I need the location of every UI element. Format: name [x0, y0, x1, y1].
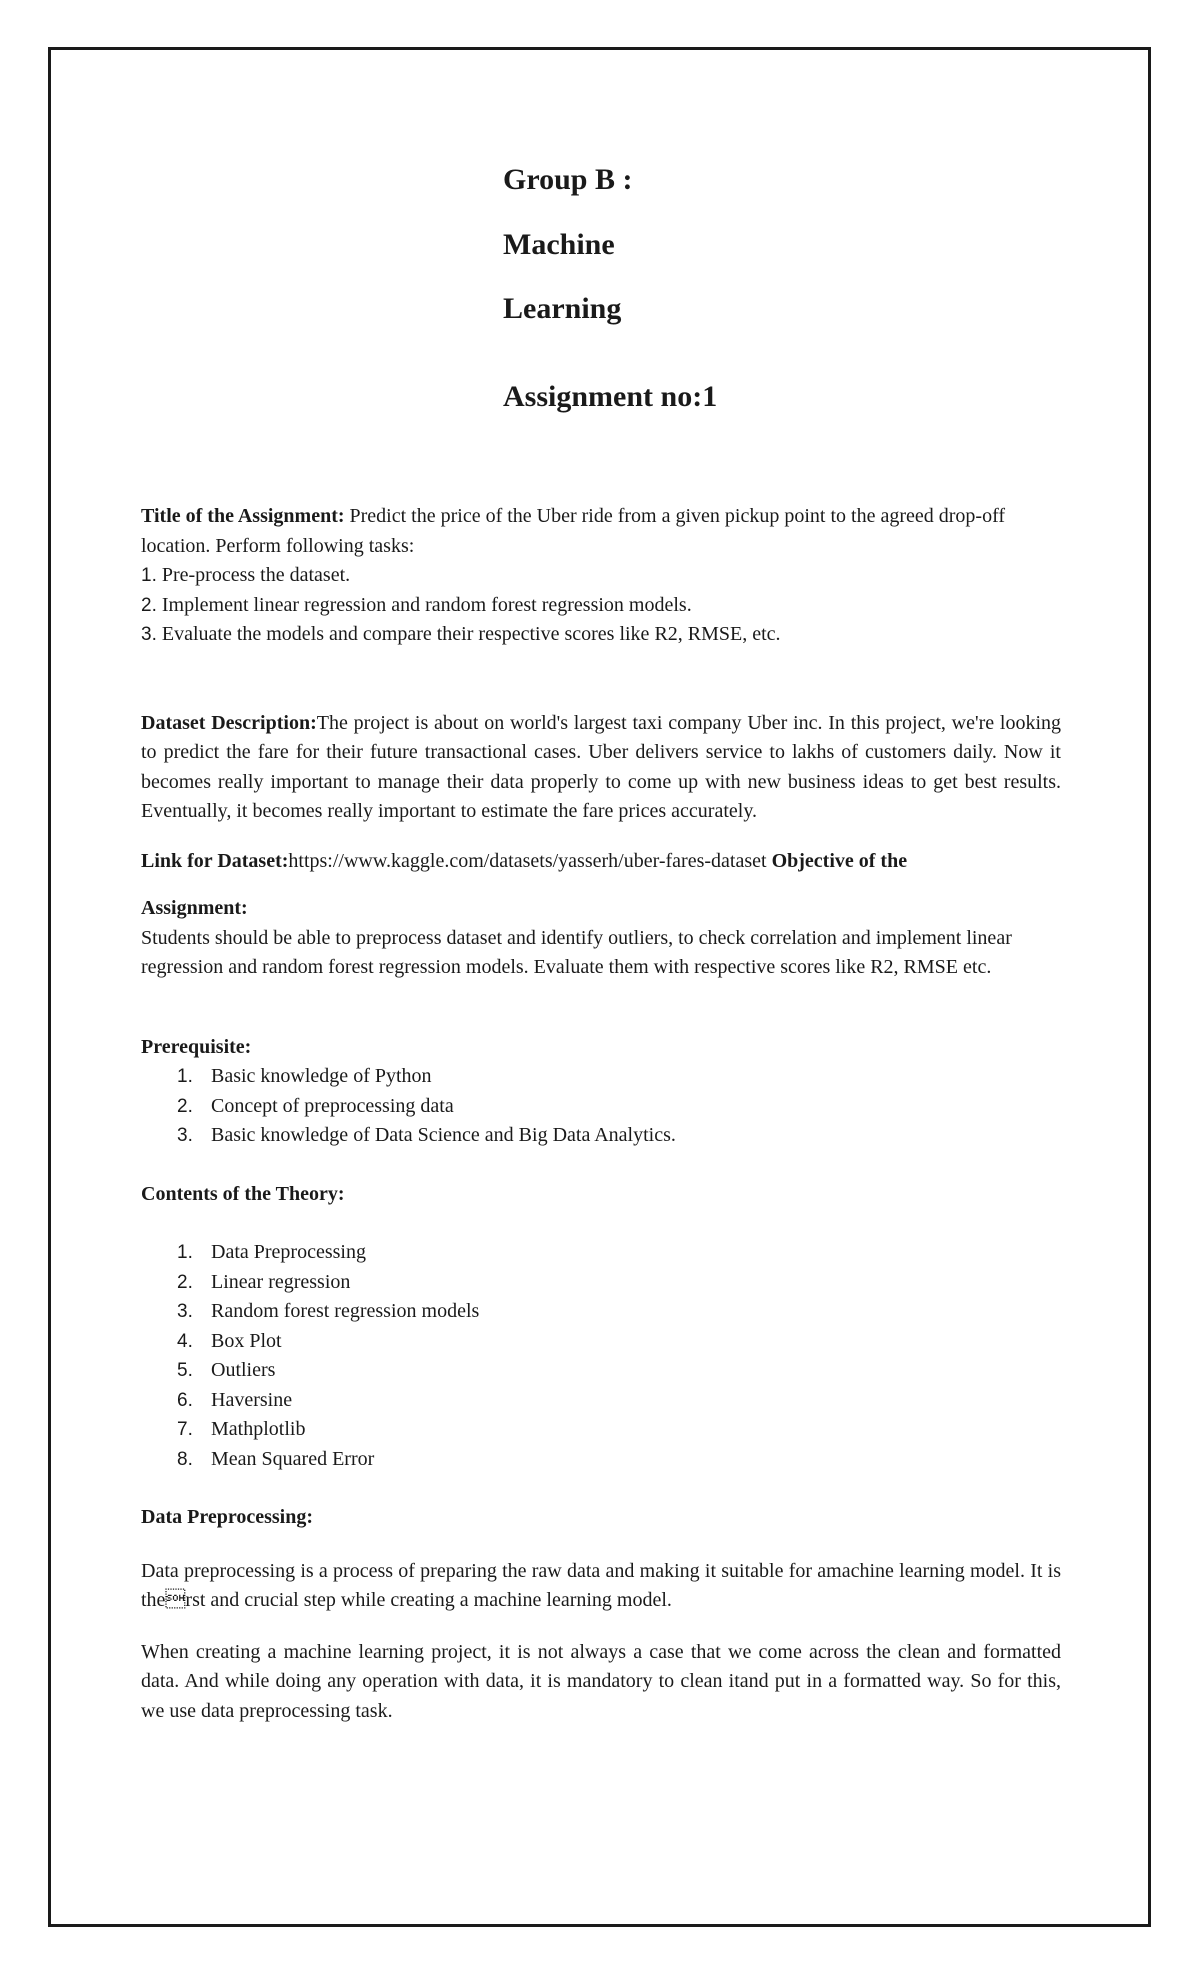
list-text: Data Preprocessing — [211, 1241, 366, 1263]
task-number: 2. — [141, 594, 157, 616]
dataset-link-label: Link for Dataset: — [141, 849, 289, 872]
assignment-number-heading: Assignment no:1 — [503, 380, 718, 413]
subject-heading-line2: Learning — [503, 292, 622, 325]
task-number: 3. — [141, 624, 157, 645]
assignment-title-paragraph — [141, 502, 1061, 561]
task-item — [141, 620, 1061, 650]
list-item — [177, 1062, 1061, 1092]
list-number: 3. — [177, 1125, 193, 1146]
task-number: 1. — [141, 565, 157, 586]
theory-label-row — [141, 1180, 1061, 1210]
list-text: Concept of preprocessing data — [211, 1094, 454, 1117]
task-text: Evaluate the models and compare their respective scores like R2, RMSE, etc. — [156, 623, 781, 645]
task-item — [141, 591, 1061, 621]
list-text: Mean Squared Error — [211, 1447, 375, 1470]
prerequisite-list — [141, 1062, 1061, 1151]
list-text: Basic knowledge of Data Science and Big Data Analytics. — [211, 1124, 676, 1146]
list-number: 6. — [177, 1389, 193, 1411]
preprocessing-paragraph-1: Data preprocessing is a process of preparing the raw data and making it suitable for amachine learning model. It is therst and crucial step while creating a machine learning model. — [141, 1559, 1061, 1611]
list-item — [177, 1386, 1061, 1416]
list-item — [177, 1092, 1061, 1122]
list-item — [177, 1445, 1061, 1475]
dataset-link-paragraph — [141, 847, 1061, 877]
dataset-link-url: https://www.kaggle.com/datasets/yasserh/uber-fares-dataset — [288, 849, 767, 872]
objective-label-part1: Objective of the — [766, 849, 908, 872]
dataset-description-label: Dataset Description: — [141, 711, 317, 734]
list-text: Haversine — [211, 1388, 293, 1411]
prerequisite-label-row — [141, 1033, 1061, 1063]
dataset-description-paragraph — [141, 709, 1061, 827]
document-body — [141, 502, 1061, 1726]
assignment-title-text: Predict the price of the Uber ride from a given pickup point to the agreed drop-off location. Perform following tasks: — [141, 505, 1006, 557]
subject-heading-line1: Machine — [503, 228, 615, 261]
list-number: 7. — [177, 1419, 193, 1440]
task-text: Implement linear regression and random forest regression models. — [156, 593, 692, 616]
list-item — [177, 1297, 1061, 1327]
objective-label-part2: Assignment: — [141, 897, 248, 919]
list-text: Basic knowledge of Python — [211, 1065, 432, 1087]
list-item — [177, 1238, 1061, 1268]
list-number: 4. — [177, 1330, 193, 1352]
list-item — [177, 1415, 1061, 1445]
dataset-description-text: The project is about on world's largest taxi company Uber inc. In this project, we're looking to predict the fare for their future transactional cases. Uber delivers service to lakhs of customers daily. Now it becomes really important to manage their data properly to come up with new business ideas to get best results. Eventually, it becomes really important to estimate the fare prices accurately. — [141, 711, 1061, 822]
assignment-title-label: Title of the Assignment: — [141, 505, 345, 527]
list-item — [177, 1327, 1061, 1357]
list-number: 3. — [177, 1301, 193, 1322]
list-text: Mathplotlib — [211, 1418, 306, 1440]
list-number: 8. — [177, 1448, 193, 1470]
list-item — [177, 1268, 1061, 1298]
theory-list — [141, 1238, 1061, 1474]
group-heading: Group B : — [503, 163, 633, 196]
list-number: 1. — [177, 1066, 193, 1087]
list-number: 2. — [177, 1095, 193, 1117]
list-number: 1. — [177, 1242, 193, 1263]
prerequisite-label: Prerequisite: — [141, 1035, 252, 1058]
objective-label-part2-row — [141, 894, 1061, 924]
list-text: Linear regression — [211, 1270, 351, 1293]
list-number: 2. — [177, 1271, 193, 1293]
list-text: Outliers — [211, 1359, 276, 1381]
task-text: Pre-process the dataset. — [156, 564, 351, 586]
task-item — [141, 561, 1061, 591]
objective-text: Students should be able to preprocess dataset and identify outliers, to check correlation and implement linear regression and random forest regression models. Evaluate them with respective scores like R2, RMSE etc. — [141, 926, 1012, 978]
list-text: Box Plot — [211, 1329, 282, 1352]
theory-label: Contents of the Theory: — [141, 1182, 345, 1205]
preprocessing-label: Data Preprocessing: — [141, 1506, 314, 1528]
list-item — [177, 1121, 1061, 1151]
list-number: 5. — [177, 1360, 193, 1381]
preprocessing-label-row — [141, 1503, 1061, 1533]
preprocessing-paragraph-2: When creating a machine learning project, it is not always a case that we come across the clean and formatted data. And while doing any operation with data, it is mandatory to clean itand put in a formatted way. So for this, we use data preprocessing task. — [141, 1640, 1061, 1722]
list-text: Random forest regression models — [211, 1300, 480, 1322]
list-item — [177, 1356, 1061, 1386]
